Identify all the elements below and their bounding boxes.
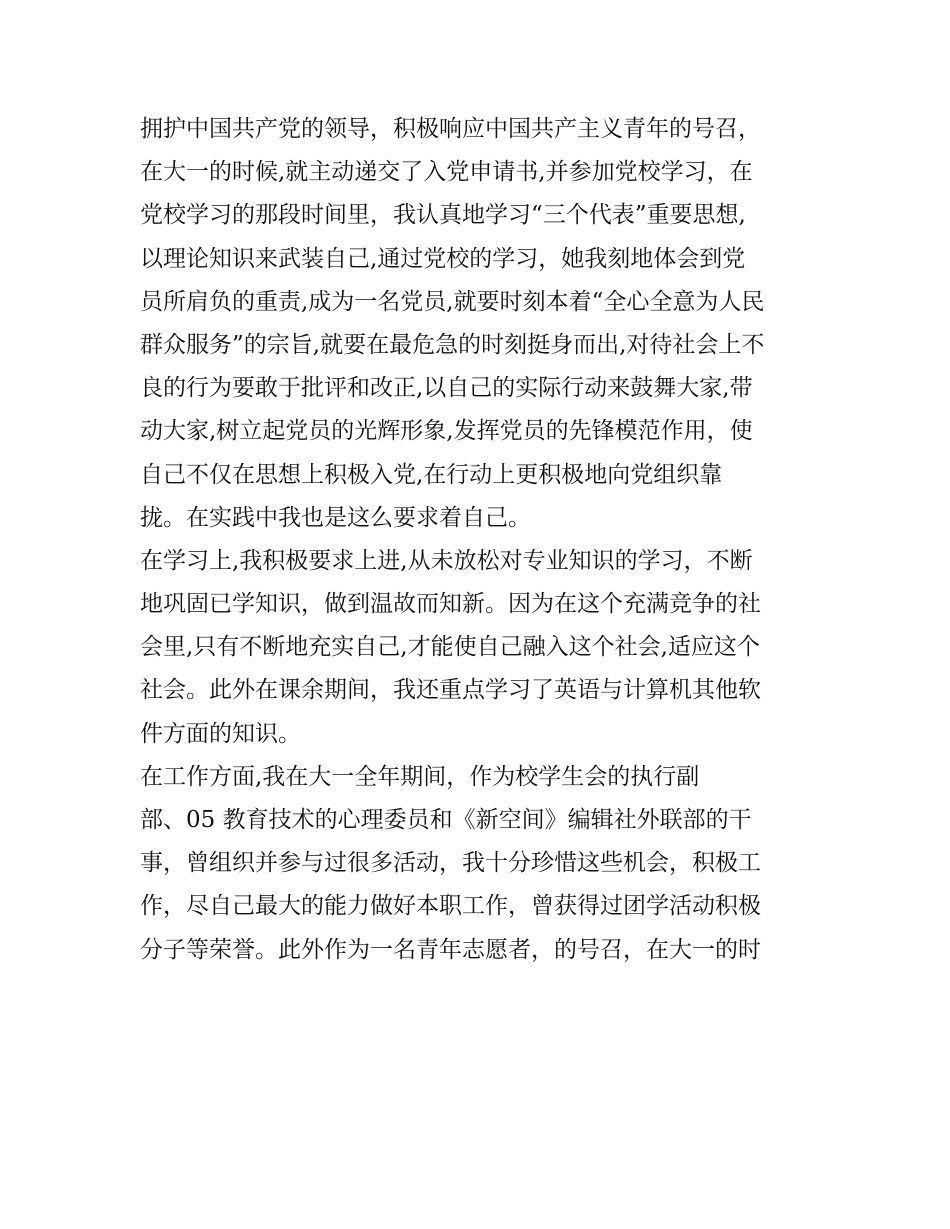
text-line: 拥护中国共产党的领导，积极响应中国共产主义青年的号召， [140,116,761,142]
text-line: 自己不仅在思想上积极入党,在行动上更积极地向党组织靠 [140,461,723,488]
text-line: 在工作方面,我在大一全年期间，作为校学生会的执行副 [140,763,700,790]
text-line: 地巩固已学知识，做到温故而知新。因为在这个充满竞争的社 [140,591,761,618]
text-line: 以理论知识来武装自己,通过党校的学习，她我刻地体会到党 [140,245,746,272]
text-line: 社会。此外在课余期间，我还重点学习了英语与计算机其他软 [140,677,761,704]
text-line: 良的行为要敢于批评和改正,以自己的实际行动来鼓舞大家,带 [140,375,753,402]
text-line: 在学习上,我积极要求上进,从未放松对专业知识的学习，不断 [140,547,753,574]
text-line: 分子等荣誉。此外作为一名青年志愿者，的号召，在大一的时 [140,936,761,963]
text-line: 拢。在实践中我也是这么要求着自己。 [140,504,531,531]
text-line: 作，尽自己最大的能力做好本职工作，曾获得过团学活动积极 [140,893,761,920]
text-line: 部、05 教育技术的心理委员和《新空间》编辑社外联部的干 [140,807,752,833]
text-line: 员所肩负的重责,成为一名党员,就要时刻本着“全心全意为人民 [140,288,765,315]
text-line: 动大家,树立起党员的光辉形象,发挥党员的先锋模范作用，使 [140,418,753,445]
text-line: 事，曾组织并参与过很多活动，我十分珍惜这些机会，积极工 [140,850,761,877]
text-line: 党校学习的那段时间里，我认真地学习“三个代表”重要思想, [140,202,746,229]
text-line: 会里,只有不断地充实自己,才能使自己融入这个社会,适应这个 [140,634,760,661]
document-body [140,108,820,972]
text-line: 件方面的知识。 [140,720,301,747]
text-line: 群众服务”的宗旨,就要在最危急的时刻挺身而出,对待社会上不 [140,331,765,358]
text-line: 在大一的时候,就主动递交了入党申请书,并参加党校学习，在 [140,159,753,186]
